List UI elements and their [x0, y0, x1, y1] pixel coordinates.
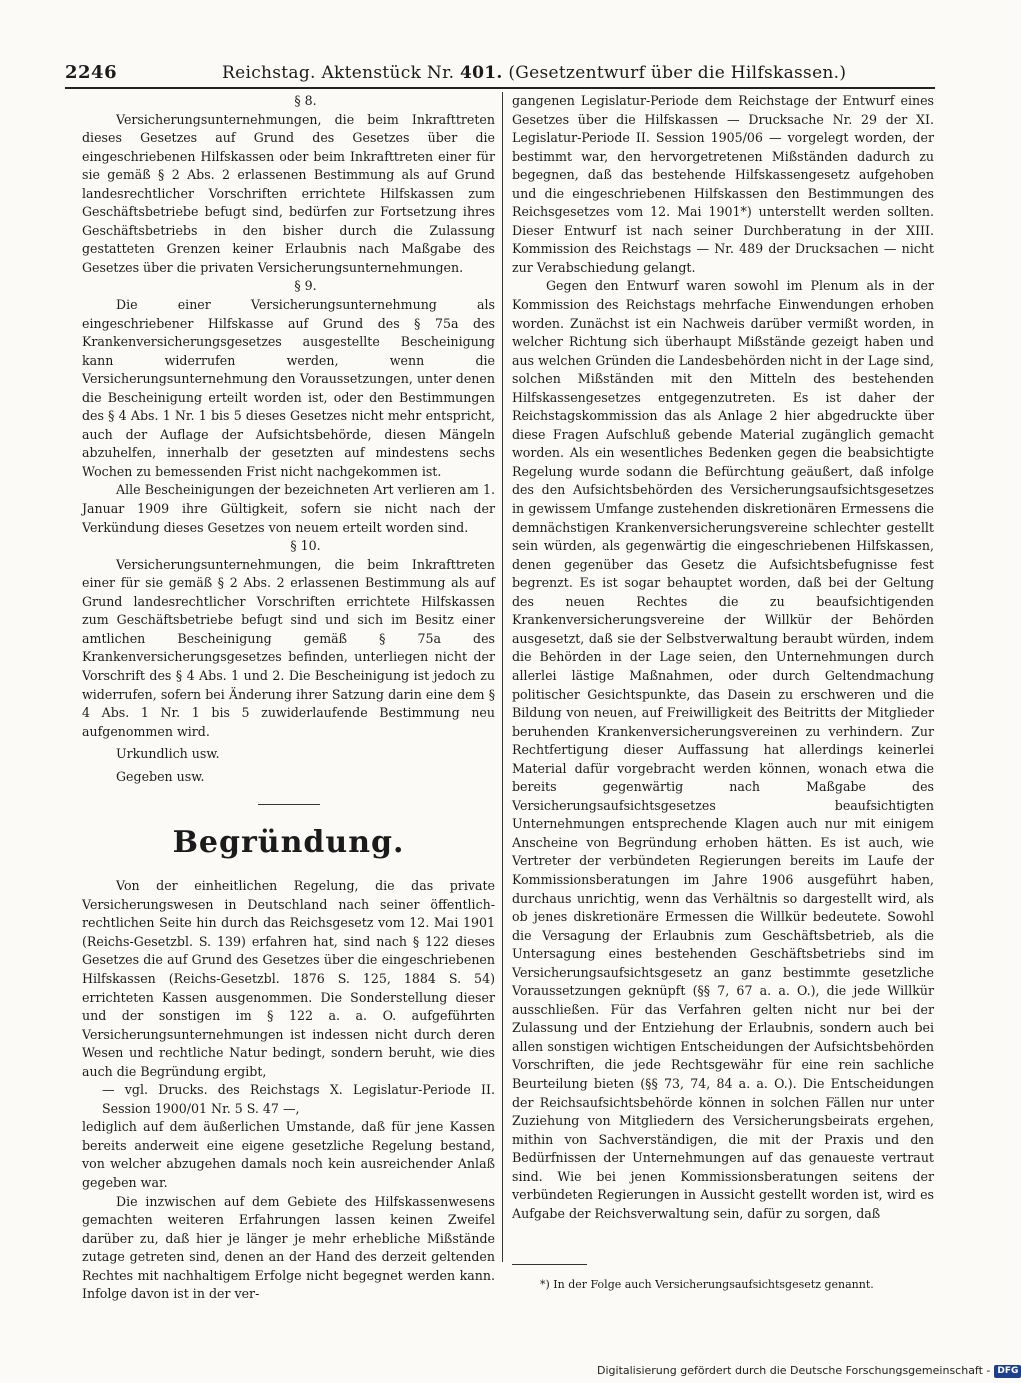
running-title-prefix: Reichstag. Aktenstück Nr. — [222, 63, 461, 83]
credit-text: Digitalisierung gefördert durch die Deutsche Forschungsgemeinschaft - — [597, 1364, 991, 1377]
left-column — [82, 92, 495, 1304]
dfg-logo: DFG — [994, 1365, 1021, 1378]
section-9-heading: § 9. — [294, 278, 317, 294]
running-title-suffix: (Gesetzentwurf über die Hilfskassen.) — [502, 63, 847, 83]
section-8-heading: § 8. — [294, 93, 317, 108]
closing-formula-2: Gegeben usw. — [116, 768, 205, 784]
header-rule — [65, 87, 935, 89]
section-9-text-1: Die einer Versicherungsunternehmung als eingeschriebener Hilfskasse auf Grund des § 75a des Krankenversicherungsgesetzes ausgestellte Bescheinigung kann widerrufen werden, wenn die Versicherungsunternehmung den Voraussetzungen, unter denen die Bescheinigung erteilt worden ist, oder den Bestimmungen des § 4 Abs. 1 Nr. 1 bis 5 dieses Gesetzes nicht mehr entspricht, auch der Auflage der Aufsichtsbehörde, diesen Mängeln abzuhelfen, innerhalb der gesetzten auf mindestens sechs Wochen zu bemessenden Frist nicht nachgekommen ist. — [82, 297, 495, 479]
footnote-rule — [512, 1264, 587, 1265]
page-header — [65, 58, 935, 88]
closing-formula-1: Urkundlich usw. — [116, 746, 220, 762]
begruendung-heading: Begründung. — [172, 825, 405, 861]
page-number: 2246 — [65, 62, 118, 83]
right-text-1: gangenen Legislatur-Periode dem Reichstage der Entwurf eines Gesetzes über die Hilfskassen — Drucksache Nr. 29 der XI. Legislatur-Periode II. Session 1905/06 — vorgelegt worden, der bestimmt war, den hervorgetretenen Mißständen dadurch zu begegnen, daß das bestehende Hilfskassengesetz aufgehoben und die eingeschriebenen Hilfskassen den Bestimmungen des Reichsgesetzes vom 12. Mai 1901*) unterstellt werden sollten. Dieser Entwurf ist nach seiner Durchberatung in der XIII. Kommission des Reichstags — Nr. 489 der Drucksachen — nicht zur Verabschiedung gelangt. — [512, 93, 934, 275]
footnote: *) In der Folge auch Versicherungsaufsichtsgesetz genannt. — [540, 1278, 874, 1291]
begruendung-text-2: lediglich auf dem äußerlichen Umstande, daß für jene Kassen bereits anderweit eine eigene gesetzliche Regelung bestand, von welcher abzugehen damals noch kein ausreichender Anlaß gegeben war. — [82, 1119, 495, 1190]
begruendung-text-3: Die inzwischen auf dem Gebiete des Hilfskassenwesens gemachten weiteren Erfahrungen lassen keinen Zweifel darüber zu, daß hier je länger je mehr erhebliche Mißstände zutage getreten sind, denen an der Hand des derzeit geltenden Rechtes mit nachhaltigem Erfolge nicht begegnet werden kann. Infolge davon ist in der ver- — [82, 1193, 495, 1302]
section-10-text: Versicherungsunternehmungen, die beim Inkrafttreten einer für sie gemäß § 2 Abs. 2 erlassenen Bestimmung als auf Grund landesrechtlicher Vorschriften errichtete Hilfskassen zum Geschäftsbetriebe befugt sind und sich im Besitz einer amtlichen Bescheinigung gemäß § 75a des Krankenversicherungsgesetzes befinden, unterliegen nicht der Vorschrift des § 4 Abs. 1 und 2. Die Bescheinigung ist jedoch zu widerrufen, sofern bei Änderung ihrer Satzung darin eine dem § 4 Abs. 1 Nr. 1 bis 5 zuwiderlaufende Bestimmung neu aufgenommen wird. — [82, 556, 495, 739]
begruendung-citation: — vgl. Drucks. des Reichstags X. Legislatur-Periode II. Session 1900/01 Nr. 5 S. 47 —, — [102, 1082, 495, 1116]
column-divider — [502, 92, 503, 1262]
document-number: 401. — [460, 63, 503, 83]
section-10-heading: § 10. — [290, 538, 321, 554]
section-9-text-2: Alle Bescheinigungen der bezeichneten Art verlieren am 1. Januar 1909 ihre Gültigkeit, sofern sie nicht nach der Verkündung dieses Gesetzes von neuem erteilt worden sind. — [82, 482, 495, 535]
digitization-credit — [597, 1362, 1019, 1380]
section-8-text: Versicherungsunternehmungen, die beim Inkrafttreten dieses Gesetzes auf Grund des Gesetzes über die eingeschriebenen Hilfskassen oder beim Inkrafttreten einer für sie gemäß § 2 Abs. 2 erlassenen Bestimmung als auf Grund landesrechtlicher Vorschriften errichtete Hilfskassen zum Geschäftsbetriebe befugt sind, bedürfen zur Fortsetzung ihres Geschäftsbetriebs in den bisher durch die Zulassung gestatteten Grenzen keiner Erlaubnis nach Maßgabe des Gesetzes über die privaten Versicherungsunternehmungen. — [82, 111, 495, 275]
running-title — [222, 58, 846, 88]
section-separator — [258, 804, 320, 805]
begruendung-text-1: Von der einheitlichen Regelung, die das private Versicherungswesen in Deutschland nach seiner öffentlich-rechtlichen Seite hin durch das Reichsgesetz vom 12. Mai 1901 (Reichs-Gesetzbl. S. 139) erfahren hat, sind nach § 122 dieses Gesetzes die auf Grund des Gesetzes über die eingeschriebenen Hilfskassen (Reichs-Gesetzbl. 1876 S. 125, 1884 S. 54) errichteten Kassen ausgenommen. Die Sonderstellung dieser und der sonstigen im § 122 a. a. O. aufgeführten Versicherungsunternehmungen ist indessen nicht durch deren Wesen und rechtliche Natur bedingt, sondern beruht, wie dies auch die Begründung ergibt, — [82, 878, 495, 1079]
right-text-2: Gegen den Entwurf waren sowohl im Plenum als in der Kommission des Reichstags mehrfache Einwendungen erhoben worden. Zunächst ist ein Nachweis darüber vermißt worden, in welcher Richtung sich überhaupt Mißstände gezeigt haben und aus welchen Gründen die Landesbehörden nicht in der Lage sind, solchen Mißständen mit den Mitteln des bestehenden Hilfskassengesetzes entgegenzutreten. Es ist daher der Reichstagskommission das als Anlage 2 hier abgedruckte über diese Fragen Aufschluß gebende Material zugänglich gemacht worden. Als ein wesentliches Bedenken gegen die beabsichtigte Regelung wurde sodann die Befürchtung geäußert, daß infolge des den Aufsichtsbehörden des Versicherungsaufsichtsgesetzes in gewissem Umfange zustehenden diskretionären Ermessens die demnächstigen Krankenversicherungsvereine schlechter gestellt sein würden, als gegenwärtig die eingeschriebenen Hilfskassen, denen gegenüber das Gesetz die Aufsichtsbefugnisse fest begrenzt. Es ist sogar behauptet worden, daß bei der Geltung des neuen Rechtes die zu beaufsichtigenden Krankenversicherungsvereine der Willkür der Behörden ausgesetzt, daß sie der Selbstverwaltung beraubt würden, indem die Behörden in der Lage seien, den Unternehmungen durch allerlei lästige Maßnahmen, oder durch Geltendmachung politischer Gesichtspunkte, das Dasein zu erschweren und die Bildung von neuen, auf Freiwilligkeit des Beitritts der Mitglieder beruhenden Krankenversicherungsvereinen zu verhindern. Zur Rechtfertigung dieser Auffassung hat allerdings keinerlei Material dafür vorgebracht werden können, wonach etwa die bereits gegenwärtig nach Maßgabe des Versicherungsaufsichtsgesetzes beaufsichtigten Unternehmungen entsprechende Klagen auch nur mit einigem Anscheine von Begründung erhoben hätten. Es ist auch, wie Vertreter der verbündeten Regierungen bereits im Laufe der Kommissionsberatungen im Jahre 1906 ausgeführt haben, durchaus unrichtig, wenn das Verhältnis so dargestellt wird, als ob jenes diskretionäre Ermessen die Willkür bedeutete. Sowohl die Versagung der Erlaubnis zum Geschäftsbetrieb, als die Untersagung eines bestehenden Geschäftsbetriebs sind im Versicherungsaufsichtsgesetz an ganz bestimmte gesetzliche Voraussetzungen geknüpft (§§ 7, 67 a. a. O.), die jede Willkür ausschließen. Für das Verfahren gelten nicht nur bei der Zulassung und der Entziehung der Erlaubnis, sondern auch bei allen sonstigen wichtigen Entscheidungen der Aufsichtsbehörden Vorschriften, die jede Rechtsgewähr für eine rein sachliche Beurteilung bieten (§§ 73, 74, 84 a. a. O.). Die Entscheidungen der Reichsaufsichtsbehörde können in solchen Fällen nur unter Zuziehung von Mitgliedern des Versicherungsbeirats ergehen, mithin von Sachverständigen, die mit der Praxis und den Bedürfnissen der Unternehmungen auf das genaueste vertraut sind. Wie bei jenen Kommissionsberatungen seitens der verbündeten Regierungen in Aussicht gestellt worden ist, wird es Aufgabe der Reichsverwaltung sein, dafür zu sorgen, daß — [512, 278, 934, 1221]
right-column — [512, 92, 934, 1223]
